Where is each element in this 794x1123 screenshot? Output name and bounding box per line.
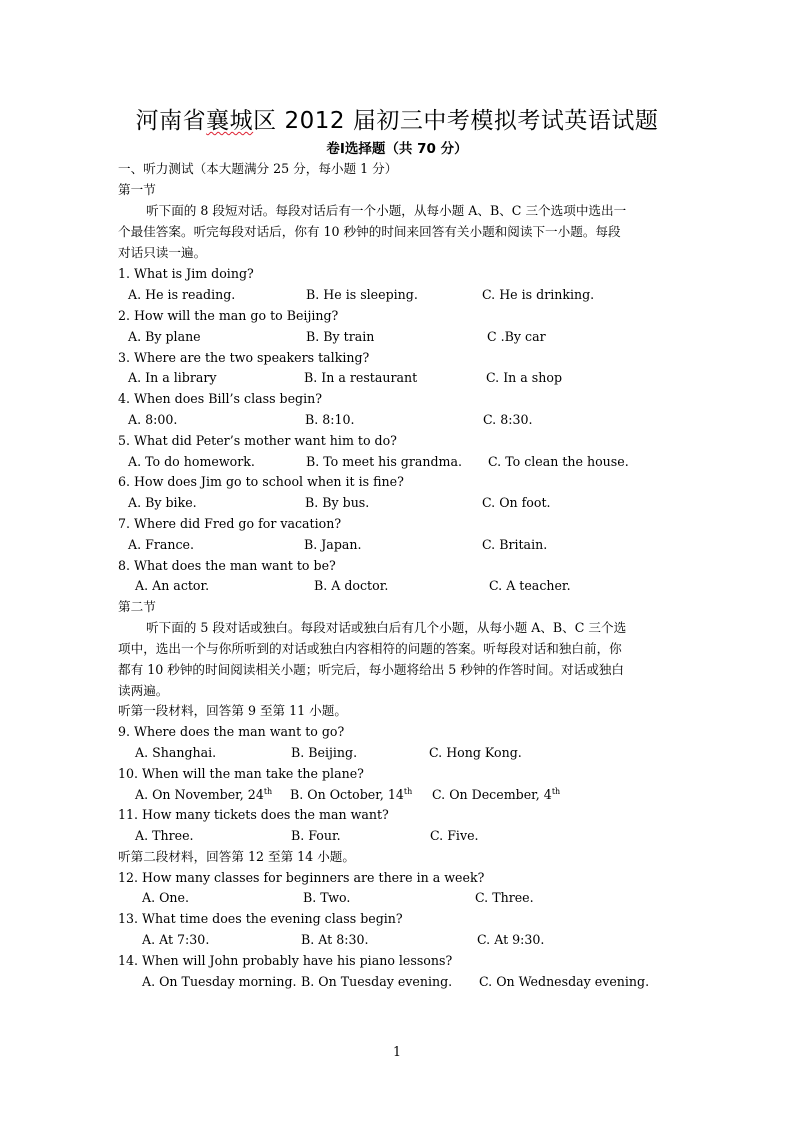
question: 12. How many classes for beginners are there in a week? <box>118 870 485 885</box>
option-c: C. On Wednesday evening. <box>479 974 650 989</box>
option-b: B. A doctor. <box>314 578 389 593</box>
part2-instruction-line: 听下面的 5 段对话或独白。每段对话或独白后有几个小题，从每小题 A、B、C 三个选 <box>146 620 627 635</box>
option-b <box>290 787 412 803</box>
question: 13. What time does the evening class begin? <box>118 911 403 926</box>
option-c: C. Three. <box>475 890 534 905</box>
part1-label: 第一节 <box>118 182 156 197</box>
part2-instruction-line: 项中，选出一个与你所听到的对话或独白内容相符的问题的答案。听每段对话和独白前，你 <box>118 641 622 656</box>
option-b: B. Two. <box>303 890 351 905</box>
option-a: A. Three. <box>135 828 194 843</box>
page-number: 1 <box>392 1044 401 1059</box>
option-b: B. He is sleeping. <box>306 287 418 302</box>
question: 8. What does the man want to be? <box>118 558 336 573</box>
option-b: B. On Tuesday evening. <box>301 974 453 989</box>
option-c: C. Five. <box>430 828 479 843</box>
option-b: B. Japan. <box>304 537 362 552</box>
option-c: C. He is drinking. <box>482 287 595 302</box>
part1-instruction-line: 听下面的 8 段短对话。每段对话后有一个小题，从每小题 A、B、C 三个选项中选出一 <box>146 203 627 218</box>
option-c: C. In a shop <box>486 370 563 385</box>
part2-instruction-line: 读两遍。 <box>118 683 169 698</box>
option-a: A. By bike. <box>128 495 197 510</box>
option-a: A. 8:00. <box>128 412 178 427</box>
option-a: A. Shanghai. <box>135 745 217 760</box>
option-a: A. By plane <box>128 329 201 344</box>
title-underlined: 襄城 <box>206 108 254 134</box>
option-c: C. Britain. <box>482 537 548 552</box>
option-a: A. France. <box>128 537 194 552</box>
part2-label: 第二节 <box>118 599 156 614</box>
part1-instruction-line: 个最佳答案。听完每段对话后，你有 10 秒钟的时间来回答有关小题和阅读下一小题。每段 <box>118 224 621 239</box>
question: 1. What is Jim doing? <box>118 266 254 281</box>
option-b-text: B. On October, 14 <box>290 787 404 802</box>
title-rest: 区 2012 届初三中考模拟考试英语试题 <box>253 108 659 134</box>
page-title <box>0 102 794 135</box>
option-c: C. To clean the house. <box>488 454 629 469</box>
option-b: B. By bus. <box>305 495 370 510</box>
option-c <box>432 787 560 803</box>
question: 4. When does Bill’s class begin? <box>118 391 322 406</box>
option-b: B. In a restaurant <box>304 370 418 385</box>
question: 2. How will the man go to Beijing? <box>118 308 339 323</box>
option-c: C. A teacher. <box>489 578 571 593</box>
question: 9. Where does the man want to go? <box>118 724 345 739</box>
question: 11. How many tickets does the man want? <box>118 807 389 822</box>
question: 14. When will John probably have his piano lessons? <box>118 953 453 968</box>
option-a: A. On Tuesday morning. <box>142 974 297 989</box>
option-b: B. Beijing. <box>291 745 358 760</box>
option-a: A. He is reading. <box>128 287 236 302</box>
option-a: A. One. <box>142 890 189 905</box>
option-a: A. At 7:30. <box>142 932 210 947</box>
option-c: C. 8:30. <box>483 412 533 427</box>
option-a: A. In a library <box>128 370 217 385</box>
part2-instruction-line: 都有 10 秒钟的时间阅读相关小题；听完后，每小题将给出 5 秒钟的作答时间。对话或独白 <box>118 662 625 677</box>
ordinal-suffix: th <box>263 786 273 796</box>
option-b: B. By train <box>306 329 375 344</box>
title-prefix: 河南省 <box>135 108 207 134</box>
question: 3. Where are the two speakers talking? <box>118 350 370 365</box>
subtitle: 卷Ⅰ选择题（共 70 分） <box>326 141 468 157</box>
material-heading: 听第二段材料，回答第 12 至第 14 小题。 <box>118 849 355 864</box>
option-c: C. At 9:30. <box>477 932 545 947</box>
option-c: C. Hong Kong. <box>429 745 522 760</box>
option-b: B. 8:10. <box>305 412 355 427</box>
question: 5. What did Peter’s mother want him to do? <box>118 433 397 448</box>
option-c: C .By car <box>487 329 546 344</box>
option-a-text: A. On November, 24 <box>135 787 264 802</box>
option-a: A. An actor. <box>135 578 210 593</box>
option-b: B. Four. <box>291 828 341 843</box>
option-c: C. On foot. <box>482 495 551 510</box>
material-heading: 听第一段材料，回答第 9 至第 11 小题。 <box>118 703 347 718</box>
section-heading: 一、听力测试（本大题满分 25 分，每小题 1 分） <box>118 161 398 176</box>
question: 7. Where did Fred go for vacation? <box>118 516 342 531</box>
option-a: A. To do homework. <box>128 454 255 469</box>
ordinal-suffix: th <box>403 786 413 796</box>
option-a <box>135 787 272 803</box>
ordinal-suffix: th <box>551 786 561 796</box>
question: 10. When will the man take the plane? <box>118 766 364 781</box>
option-b: B. At 8:30. <box>301 932 369 947</box>
part1-instruction-line: 对话只读一遍。 <box>118 245 207 260</box>
question: 6. How does Jim go to school when it is fine? <box>118 474 404 489</box>
option-c-text: C. On December, 4 <box>432 787 552 802</box>
option-b: B. To meet his grandma. <box>306 454 463 469</box>
